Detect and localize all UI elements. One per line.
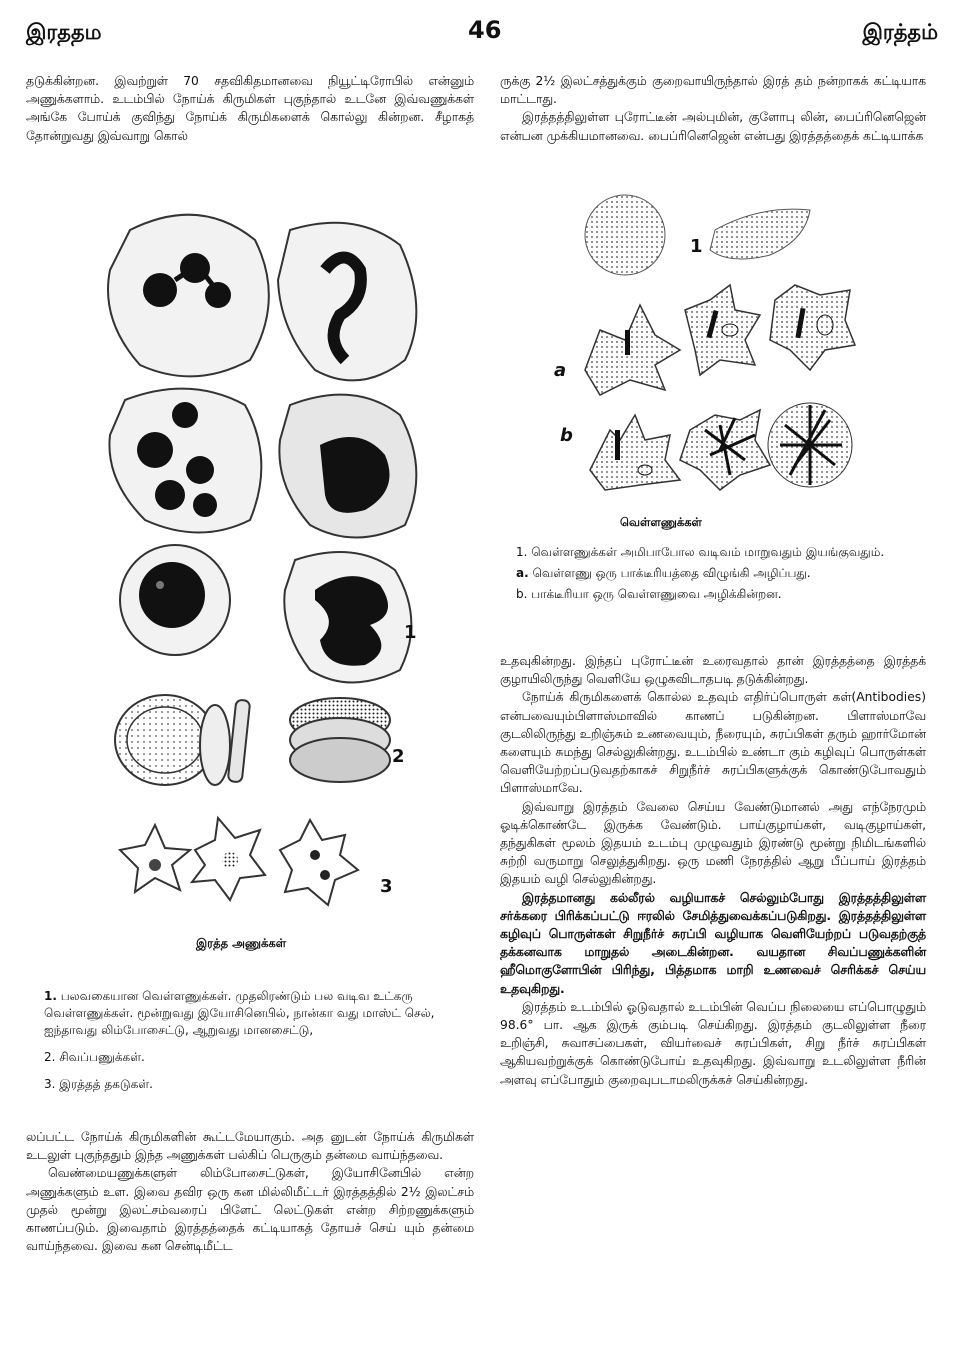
white-blood-cells-illustration [570,190,870,500]
left-column-bottom-text [26,1128,474,1255]
right-figure-title: வெள்ளணுக்கள் [620,515,702,529]
amoeboid-cells-row-1 [585,195,810,275]
left-caption-2: 2. சிவப்பணுக்கள். [44,1050,145,1064]
left-figure-label-3: 3 [380,876,393,897]
right-figure-label-1: 1 [690,236,703,257]
eosinophil-cell [109,389,261,533]
right-figure-label-a: a [554,360,567,381]
right-paragraph-5: இரத்தம் உடம்பில் ஓடுவதால் உடம்பின் வெப்ப நிலையை எப்பொழுதும் 98.6° பா. ஆக இருக் கும்படி செய்கிறது. இரத்தம் குடலிலுள்ள நீரை உறிஞ்சி, சுவாசப்பைகள், வியர்வைச் சுரப்பிகள், சிறு நீர்ச் சுரப்பிகள் ஆகியவற்றுக்குக் கொண்டுபோய் உதவுகிறது. இவ்வாறு உடலிலுள்ள நீரின் அளவு எப்போதும் குறைவுபடாமலிருக்கச் செய்கின்றது. [500,999,926,1087]
page-number: 46 [468,16,502,44]
right-top-paragraph-1: ருக்கு 2½ இலட்சத்துக்கும் குறைவாயிருந்தால் இரத் தம் நன்றாகக் கட்டியாக மாட்டாது. [500,74,926,107]
right-paragraph-3: இவ்வாறு இரத்தம் வேலை செய்ய வேண்டுமானல் அது எந்நேரமும் ஓடிக்கொண்டே இருக்க வேண்டும். பாய்குழாய்கள், வடிகுழாய்கள், தந்துகிகள் மூலம் இதயம் உடம்பு முழுவதும் இரண்டு மூன்று நிமிடங்களில் சுற்றி வருமாறு செலுத்துகிறது. ஒரு மணி நேரத்தில் ஆறு பீப்பாய் இரத்தம் இதயம் வழி செல்லுகின்றது. [500,799,926,887]
left-caption-3: 3. இரத்தத் தகடுகள். [44,1077,153,1091]
right-column-top-text [500,72,926,145]
right-column-bottom-text [500,652,926,1089]
left-bottom-paragraph-2: வெண்மையணுக்களுள் லிம்போசைட்டுகள், இயோசினேபில் என்ற அணுக்களும் உள. இவை தவிர ஒரு கன மில்லிமீட்டர் இரத்தத்தில் 2½ இலட்சம் முதல் மூன்று இலட்சம்வரைப் பிளேட் லெட்டுகள் என்ற சிற்றணுக்களும் காணப்படும். இவைதாம் இரத்தத்தைக் கட்டியாகத் தோயச் செய் யும் தன்மை வாய்ந்தவை. இவை கன சென்டிமீட்ட [26,1166,474,1254]
mast-cell [279,395,416,538]
running-header-left: இரததம [26,20,102,44]
right-caption-b: b. பாக்டீரியா ஒரு வெள்ளணுவை அழிக்கின்றன. [516,587,782,601]
right-top-paragraph-2: இரத்தத்திலுள்ள புரோட்டீன் அல்புமின், குளோபு லின், பைப்ரினெஜென் என்பன முக்கியமானவை. பைப்ரினெஜென் என்பது இரத்தத்தைக் கட்டியாக்க [500,110,926,143]
left-figure-title: இரத்த அணுக்கள் [196,936,287,950]
right-caption-a: a. வெள்ளணு ஒரு பாக்டீரியத்தை விழுங்கி அழிப்பது. [516,566,811,580]
red-blood-cells [115,695,390,785]
left-caption-1: 1. பலவகையான வெள்ளணுக்கள். முதலிரண்டும் பல வடிவ உட்கரு வெள்ளணுக்கள். மூன்றுவது இயோசினெபில், நான்கா வது மாஸ்ட் செல், ஐந்தாவது லிம்போசைட்டு, ஆறுவது மானசைட்டு, [44,989,435,1037]
left-column-top-text [26,72,474,145]
lymphocyte-cell [120,545,230,655]
right-figure-caption [516,544,926,607]
monocyte-cell [284,552,411,683]
left-figure-label-2: 2 [392,746,405,767]
amoeboid-cells-row-2 [585,285,855,395]
right-paragraph-2: நோய்க் கிருமிகளைக் கொல்ல உதவும் எதிர்ப்பொருள் கள்(Antibodies) என்பவையும்பிளாஸ்மாவில் காணப் படுகின்றன. பிளாஸ்மாவே குடலிலிருந்து உறிஞ்சும் உணவையும், நீரையும், சுரப்பிகள் தரும் ஹார்மோன் களையும் சுமந்து செல்லுகின்றது. உடம்பில் உண்டா கும் கழிவுப் பொருள்கள் வெளியேற்றப்படுவதற்காகச் சிறுநீர்ச் சுரப்பிகளுக்குக் கொண்டுபோவதும் பிளாஸ்மாவே. [500,690,926,796]
blood-cells-illustration [100,200,440,930]
right-caption-1: 1. வெள்ளணுக்கள் அமிபாபோல வடிவம் மாறுவதும் இயங்குவதும். [516,545,885,559]
neutrophil-cell-1 [108,215,269,377]
left-top-paragraph: தடுக்கின்றன. இவற்றுள் 70 சதவிகிதமானவை நியூட்டிரோபில் என்னும் அணுக்களாம். உடம்பில் நோய்க் கிருமிகள் புகுந்தால் உடனே இவ்வணுக்கள் அங்கே போய்க் குவிந்து நோய்க் கிருமிகளைக் கொல்லு கின்றன. சீழாகத் தோன்றுவது இவ்வாறு கொல் [26,74,474,143]
running-header-right: இரத்தம் [862,20,938,44]
left-bottom-paragraph-1: லப்பட்ட நோய்க் கிருமிகளின் கூட்டமேயாகும். அத னுடன் நோய்க் கிருமிகள் உடலுள் புகுந்ததும் இந்த அணுக்கள் பல்கிப் பெருகும் தன்மை வாய்ந்தவை. [26,1130,474,1163]
right-figure-label-b: b [560,425,573,446]
right-paragraph-4: இரத்தமானது கல்லீரல் வழியாகச் செல்லும்போது இரத்தத்திலுள்ள சர்க்கரை பிரிக்கப்பட்டு ஈரலில் சேமித்துவைக்கப்படுகிறது. இரத்தத்திலுள்ள கழிவுப் பொருள்கள் சிறுநீர்ச் சுரப்பி வழியாக வெளியேற்றப் படுவதற்குத் தக்கனவாக மாறுதல் அடைகின்றன. வயதான சிவப்பணுக்களின் ஹீமொகுளோபின் பிரிந்து, பித்தமாக மாறி உணவைச் செரிக்கச் செய்ய உதவுகிறது. [500,890,926,996]
amoeboid-cells-row-3 [590,403,852,490]
neutrophil-cell-2 [278,223,416,381]
left-figure-label-1: 1 [404,622,417,643]
blood-platelets [120,818,358,905]
right-paragraph-1: உதவுகின்றது. இந்தப் புரோட்டீன் உரைவதால் தான் இரத்தத்தை இரத்தக் குழாயிலிருந்து வெளியே ஒழுகவிடாதபடி தடுக்கின்றது. [500,654,926,687]
left-figure-caption [44,988,474,1097]
